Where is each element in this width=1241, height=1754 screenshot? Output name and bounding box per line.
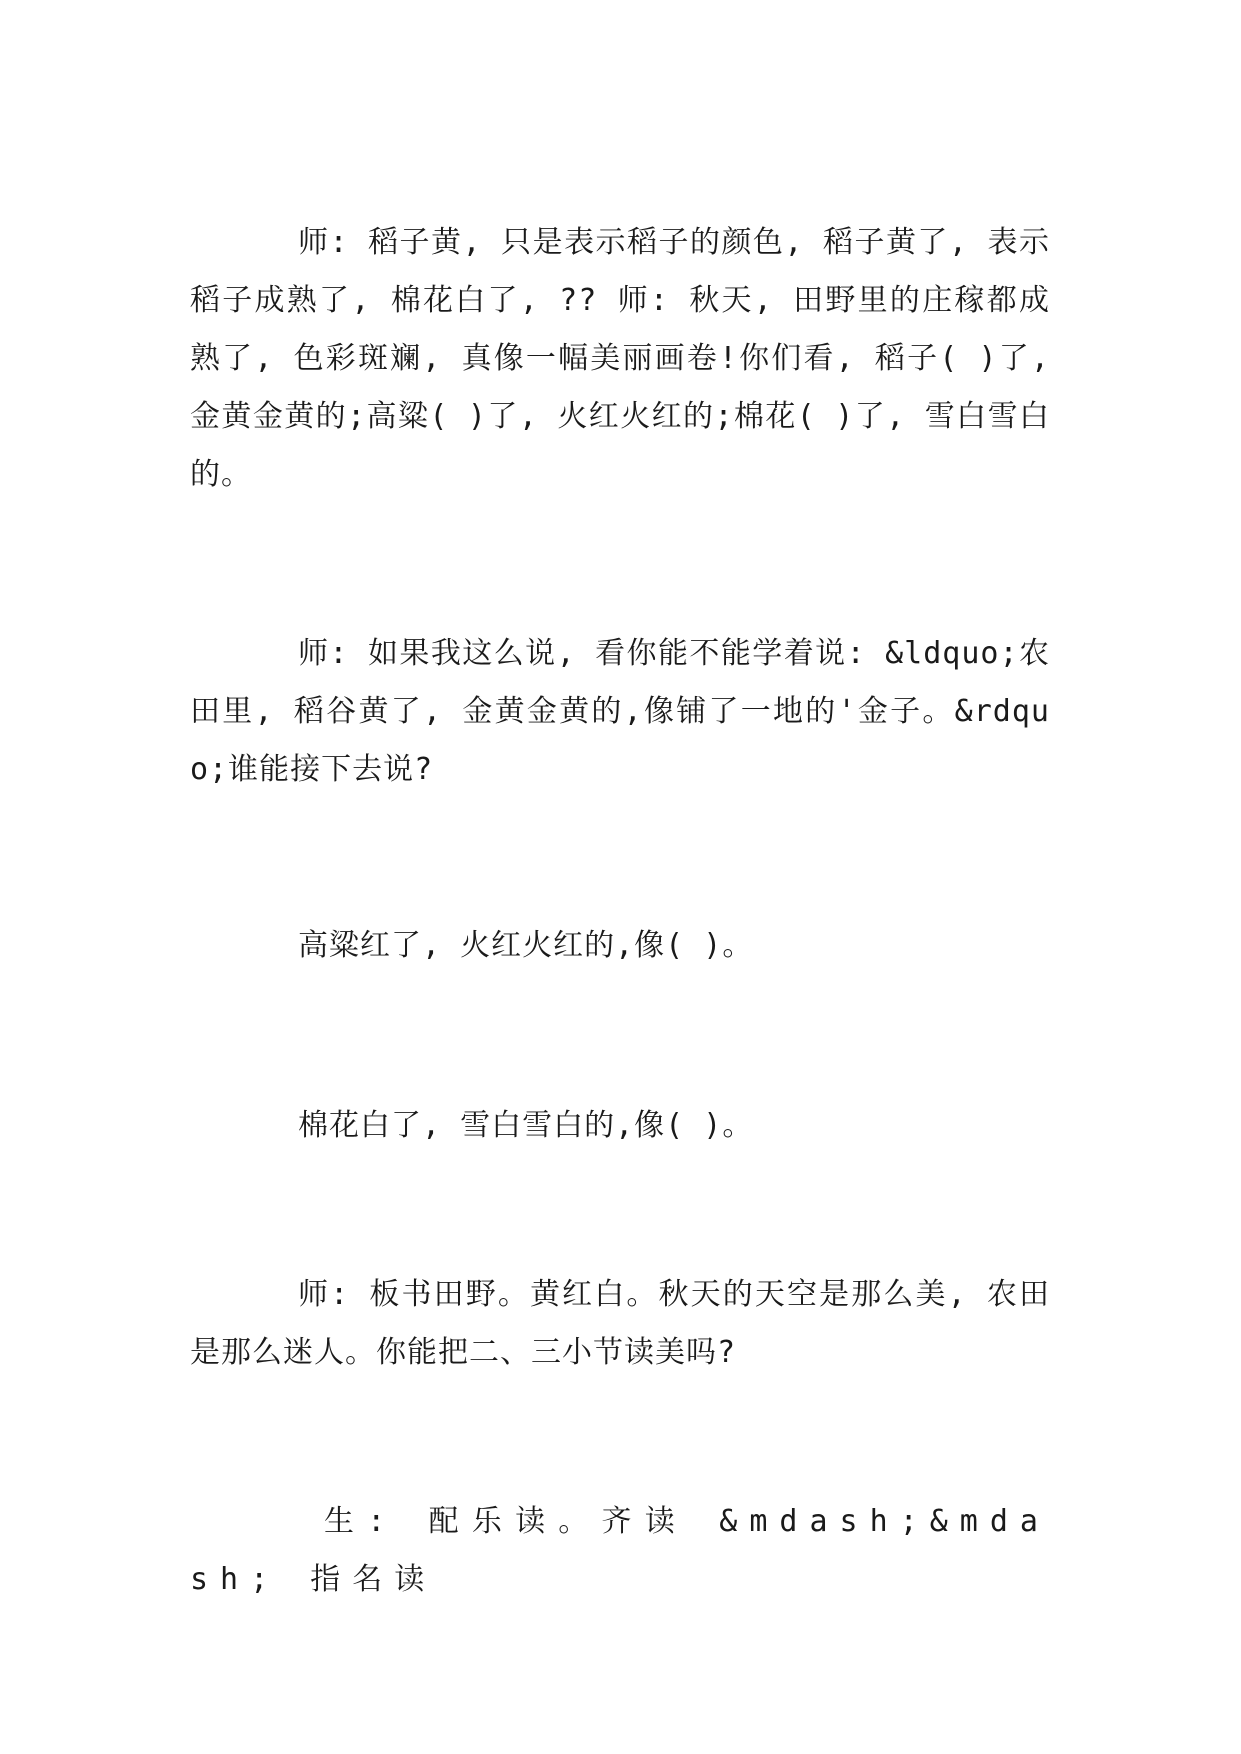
- paragraph-student-reading: 生: 配乐读。齐读 &mdash;&mdash; 指名读: [190, 1504, 1050, 1597]
- paragraph-teacher-imitation-prompt: 师: 如果我这么说, 看你能不能学着说: &ldquo;农田里, 稻谷黄了, 金黄金黄的,像铺了一地的'金子。&rdquo;谁能接下去说?: [190, 636, 1050, 787]
- paragraph-sorghum-sentence: 高粱红了, 火红火红的,像( )。: [298, 928, 754, 963]
- paragraph-teacher-blackboard: 师: 板书田野。黄红白。秋天的天空是那么美, 农田是那么迷人。你能把二、三小节读美吗?: [190, 1277, 1050, 1370]
- paragraph-teacher-autumn-fields: 师: 稻子黄, 只是表示稻子的颜色, 稻子黄了, 表示稻子成熟了, 棉花白了, ?? 师: 秋天, 田野里的庄稼都成熟了, 色彩斑斓, 真像一幅美丽画卷!你们看, 稻子( )了, 金黄金黄的;高粱( )了, 火红火红的;棉花( )了, 雪白雪白的。: [190, 225, 1050, 492]
- paragraph-cotton-sentence: 棉花白了, 雪白雪白的,像( )。: [298, 1108, 754, 1143]
